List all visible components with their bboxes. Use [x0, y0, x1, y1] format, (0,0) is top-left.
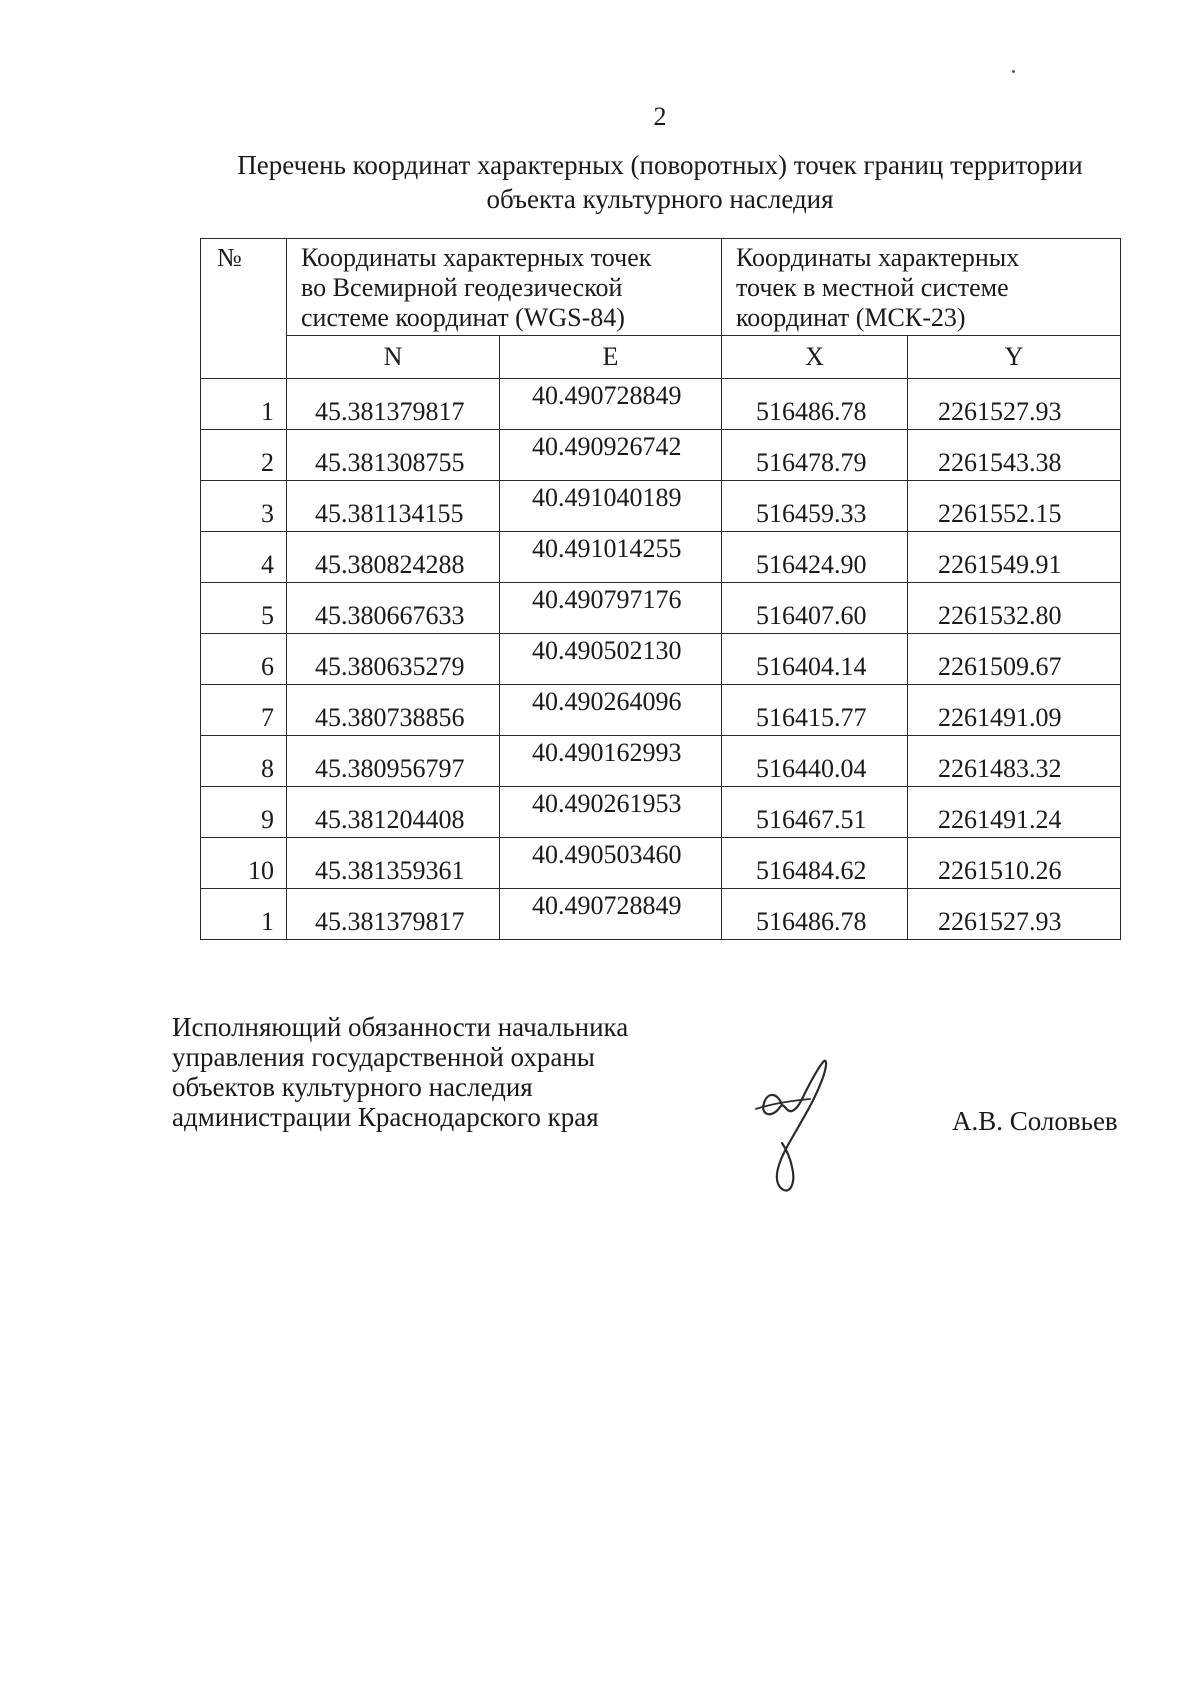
longitude-cell: 40.490797176: [500, 583, 722, 634]
longitude-cell: 40.490728849: [500, 889, 722, 940]
latitude-cell: 45.381204408: [287, 787, 500, 838]
table-row: [201, 583, 1121, 634]
column-header-e: E: [500, 336, 722, 379]
point-number-cell: 6: [201, 634, 287, 685]
signer-name: А.В. Соловьев: [952, 1106, 1118, 1136]
y-coordinate-cell: 2261532.80: [908, 583, 1121, 634]
point-number-cell: 3: [201, 481, 287, 532]
coordinates-table-body: [201, 379, 1121, 940]
handwritten-signature-icon: [748, 1055, 848, 1195]
table-header-row: [201, 239, 1121, 336]
point-number-cell: 10: [201, 838, 287, 889]
table-row: [201, 481, 1121, 532]
latitude-cell: 45.380667633: [287, 583, 500, 634]
point-number-cell: 1: [201, 889, 287, 940]
column-group-msk23: [722, 239, 1121, 336]
signer-position-line-4: администрации Краснодарского края: [172, 1102, 599, 1132]
latitude-cell: 45.380635279: [287, 634, 500, 685]
y-coordinate-cell: 2261527.93: [908, 889, 1121, 940]
longitude-cell: 40.490502130: [500, 634, 722, 685]
latitude-cell: 45.380824288: [287, 532, 500, 583]
x-coordinate-cell: 516478.79: [722, 430, 908, 481]
x-coordinate-cell: 516440.04: [722, 736, 908, 787]
longitude-cell: 40.490503460: [500, 838, 722, 889]
x-coordinate-cell: 516484.62: [722, 838, 908, 889]
msk23-header-line-1: Координаты характерных: [736, 243, 1020, 272]
wgs84-header-line-3: системе координат (WGS-84): [301, 303, 625, 332]
table-row: [201, 685, 1121, 736]
y-coordinate-cell: 2261483.32: [908, 736, 1121, 787]
x-coordinate-cell: 516467.51: [722, 787, 908, 838]
wgs84-header-line-1: Координаты характерных точек: [301, 243, 652, 272]
y-coordinate-cell: 2261509.67: [908, 634, 1121, 685]
table-row: [201, 889, 1121, 940]
latitude-cell: 45.381379817: [287, 889, 500, 940]
signer-position: [172, 1012, 732, 1132]
x-coordinate-cell: 516415.77: [722, 685, 908, 736]
x-coordinate-cell: 516404.14: [722, 634, 908, 685]
longitude-cell: 40.490926742: [500, 430, 722, 481]
latitude-cell: 45.380738856: [287, 685, 500, 736]
latitude-cell: 45.381134155: [287, 481, 500, 532]
x-coordinate-cell: 516424.90: [722, 532, 908, 583]
signer-position-line-1: Исполняющий обязанности начальника: [172, 1012, 629, 1042]
column-header-number: №: [201, 239, 287, 379]
point-number-cell: 1: [201, 379, 287, 430]
table-subheader-row: [201, 336, 1121, 379]
y-coordinate-cell: 2261491.09: [908, 685, 1121, 736]
point-number-cell: 2: [201, 430, 287, 481]
document-title: [200, 148, 1120, 216]
table-row: [201, 787, 1121, 838]
point-number-cell: 4: [201, 532, 287, 583]
table-row: [201, 736, 1121, 787]
coordinates-table: [200, 238, 1121, 940]
column-header-y: Y: [908, 336, 1121, 379]
longitude-cell: 40.491014255: [500, 532, 722, 583]
page-number: 2: [653, 102, 667, 131]
x-coordinate-cell: 516407.60: [722, 583, 908, 634]
x-coordinate-cell: 516459.33: [722, 481, 908, 532]
document-title-line-2: объекта культурного наследия: [486, 184, 834, 214]
table-row: [201, 430, 1121, 481]
column-header-n: N: [287, 336, 500, 379]
longitude-cell: 40.491040189: [500, 481, 722, 532]
longitude-cell: 40.490728849: [500, 379, 722, 430]
y-coordinate-cell: 2261543.38: [908, 430, 1121, 481]
document-title-line-1: Перечень координат характерных (поворотных) точек границ территории: [237, 150, 1083, 180]
table-row: [201, 379, 1121, 430]
signer-position-line-2: управления государственной охраны: [172, 1042, 595, 1072]
point-number-cell: 8: [201, 736, 287, 787]
latitude-cell: 45.381379817: [287, 379, 500, 430]
point-number-cell: 7: [201, 685, 287, 736]
column-group-wgs84: [287, 239, 722, 336]
msk23-header-line-3: координат (МСК-23): [736, 303, 966, 332]
point-number-cell: 9: [201, 787, 287, 838]
x-coordinate-cell: 516486.78: [722, 889, 908, 940]
y-coordinate-cell: 2261527.93: [908, 379, 1121, 430]
y-coordinate-cell: 2261491.24: [908, 787, 1121, 838]
y-coordinate-cell: 2261510.26: [908, 838, 1121, 889]
longitude-cell: 40.490261953: [500, 787, 722, 838]
column-header-x: X: [722, 336, 908, 379]
latitude-cell: 45.381359361: [287, 838, 500, 889]
latitude-cell: 45.381308755: [287, 430, 500, 481]
point-number-cell: 5: [201, 583, 287, 634]
table-row: [201, 634, 1121, 685]
y-coordinate-cell: 2261552.15: [908, 481, 1121, 532]
msk23-header-line-2: точек в местной системе: [736, 273, 1009, 302]
y-coordinate-cell: 2261549.91: [908, 532, 1121, 583]
wgs84-header-line-2: во Всемирной геодезической: [301, 273, 623, 302]
table-row: [201, 838, 1121, 889]
signer-position-line-3: объектов культурного наследия: [172, 1072, 533, 1102]
x-coordinate-cell: 516486.78: [722, 379, 908, 430]
table-row: [201, 532, 1121, 583]
longitude-cell: 40.490162993: [500, 736, 722, 787]
scan-speck: [1012, 70, 1015, 73]
longitude-cell: 40.490264096: [500, 685, 722, 736]
latitude-cell: 45.380956797: [287, 736, 500, 787]
